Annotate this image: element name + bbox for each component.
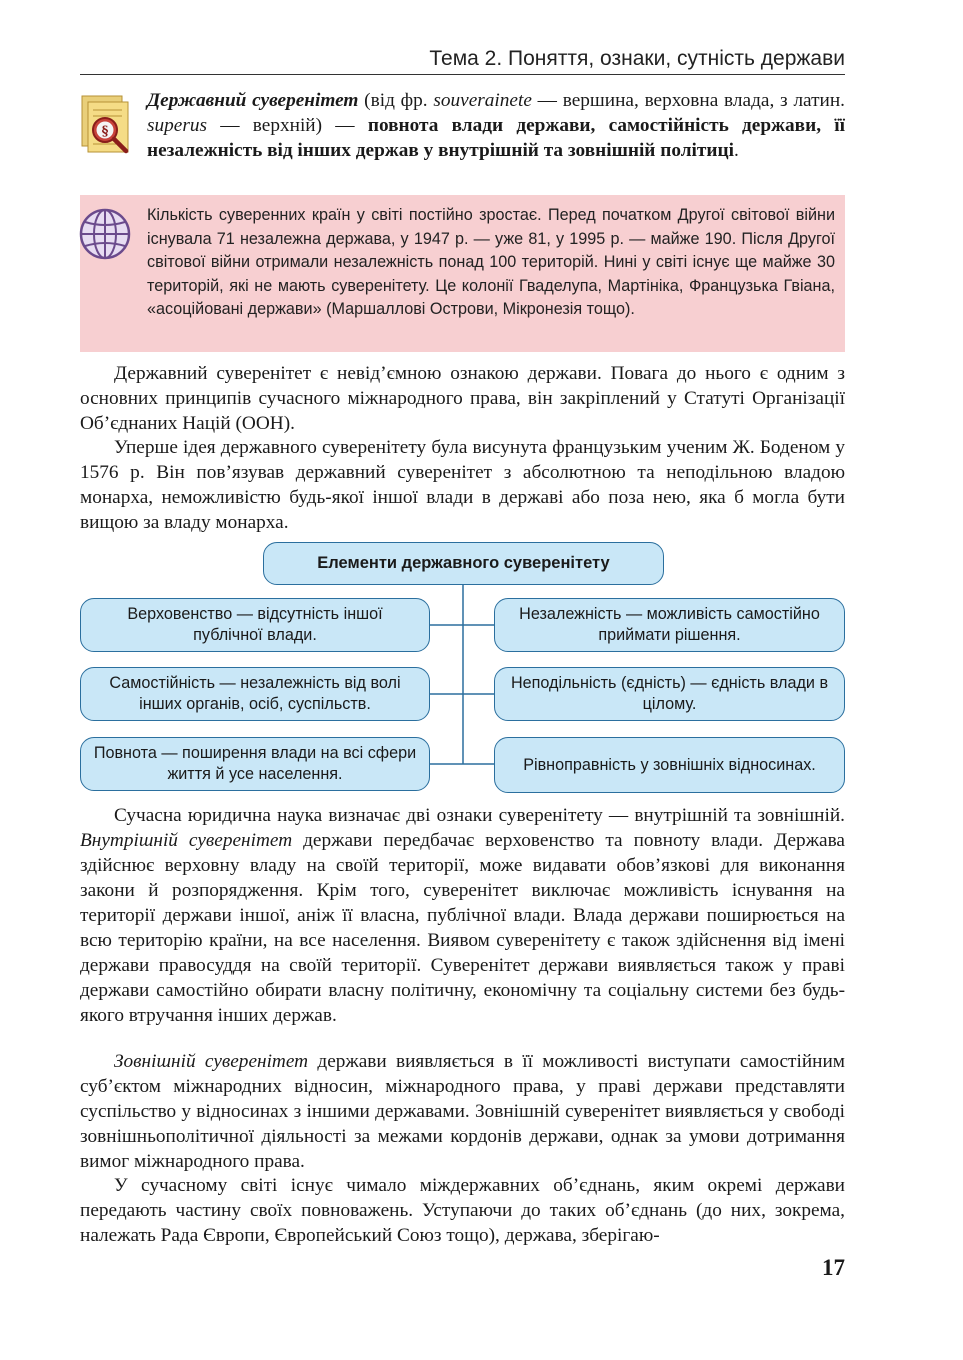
diagram-right-box-3: Рівноправність у зовнішніх відносинах. [494,737,845,793]
paragraph-text: Сучасна юридична наука визначає дві ознаки суверенітету — внутрішній та зовнішній. [114,805,845,826]
definition-text: . [733,140,739,161]
definition-term: Державний суверенітет [147,90,359,111]
definition-bold: повнота влади держави, самостійність держави, її незалежність від інших держав у внутрішній та зовнішній політиці [147,115,845,161]
diagram-left-box-2: Самостійність — незалежність від волі інших органів, осіб, суспільств. [80,667,430,721]
paragraph-5: У сучасному світі існує чимало міждержавних об’єднань, яким окремі держави передають частину своїх повноважень. Уступаючи до таких об’єднань (до них, зокрема, належать Рада Європи, Європейський Союз тощо), держава, зберігаю- [80,1175,845,1246]
paragraph-4 [80,1049,845,1174]
definition-word: souverainete [433,90,532,111]
globe-icon [78,207,132,261]
diagram-right-box-1: Незалежність — можливість самостійно приймати рішення. [494,598,845,652]
paragraph-3 [80,803,845,1028]
definition-text: — вершина, верховна влада, з латин. [531,90,846,111]
definition-text: — верхній) — [207,115,368,136]
svg-text:§: § [101,124,109,139]
definition-word: superus [147,115,207,136]
diagram-left-box-1: Верховенство — відсутність іншої публічної влади. [80,598,430,652]
diagram-title-box: Елементи державного суверенітету [263,542,664,585]
page-number: 17 [822,1255,845,1280]
diagram-right-box-2: Неподільність (єдність) — єдність влади в цілому. [494,667,845,721]
paragraph-term: Зовнішній суверенітет [114,1051,309,1072]
paragraph-1: Державний суверенітет є невід’ємною ознакою держави. Повага до нього є одним з основних принципів сучасного міжнародного права, він закріплений у Статуті Організації Об’єднаних Націй (ООН). [80,363,845,434]
paragraph-term: Внутрішній суверенітет [80,830,293,851]
info-box-text: Кількість суверенних країн у світі постійно зростає. Перед початком Другої світової війни існувала 71 незалежна держава, у 1947 р. — уже 81, у 1995 р. — майже 190. Після Другої світової війни отримали незалежність понад 100 територій. Нині у світі існує ще майже 30 територій, які не мають суверенітету. Це колонії Гваделупа, Мартініка, Французька Гвіана, «асоційовані держави» (Маршаллові Острови, Мікронезія тощо). [147,206,835,318]
definition-paragraph [147,88,845,163]
paragraph-text: держави передбачає верховенство та повноту влади. Держава здійснює верховну владу на своїй території, може видавати обов’язкові для виконання закони й розпорядження. Крім того, суверенітет виключає можливість існування на території держави іншої, аніж її власна, публічної влади. Влада держави поширюється на всю територію країни, на все населення. Виявом суверенітету є також здійснення від імені держави правосуддя на своїй території. Суверенітет держави виявляється також у праві держави самостійно обирати власну політичну, економічну та соціальну системи без будь-якого втручання інших держав. [80,830,845,1026]
running-header: Тема 2. Поняття, ознаки, сутність держави [80,44,845,75]
paragraph-2: Уперше ідея державного суверенітету була висунута французьким ученим Ж. Боденом у 1576 р. Він пов’язував державний суверенітет з абсолютною та неподільною владою монарха, неможливістю будь-якої іншої влади в державі або поза нею, яка б могла бути вищою за владу монарха. [80,437,845,533]
law-book-magnifier-icon [78,92,136,156]
definition-text: (від фр. [358,90,434,111]
paragraph-text: держави виявляється в її можливості виступати самостійним суб’єктом міжнародних відносин, міжнародного права, у праві держави представляти суспільство у відносинах з іншими державами. Зовнішній суверенітет виявляється у свободі зовнішньополітичної діяльності за межами кордонів держави, однак за умови дотримання вимог міжнародного права. [80,1051,845,1172]
diagram-left-box-3: Повнота — поширення влади на всі сфери життя й усе населення. [80,737,430,791]
